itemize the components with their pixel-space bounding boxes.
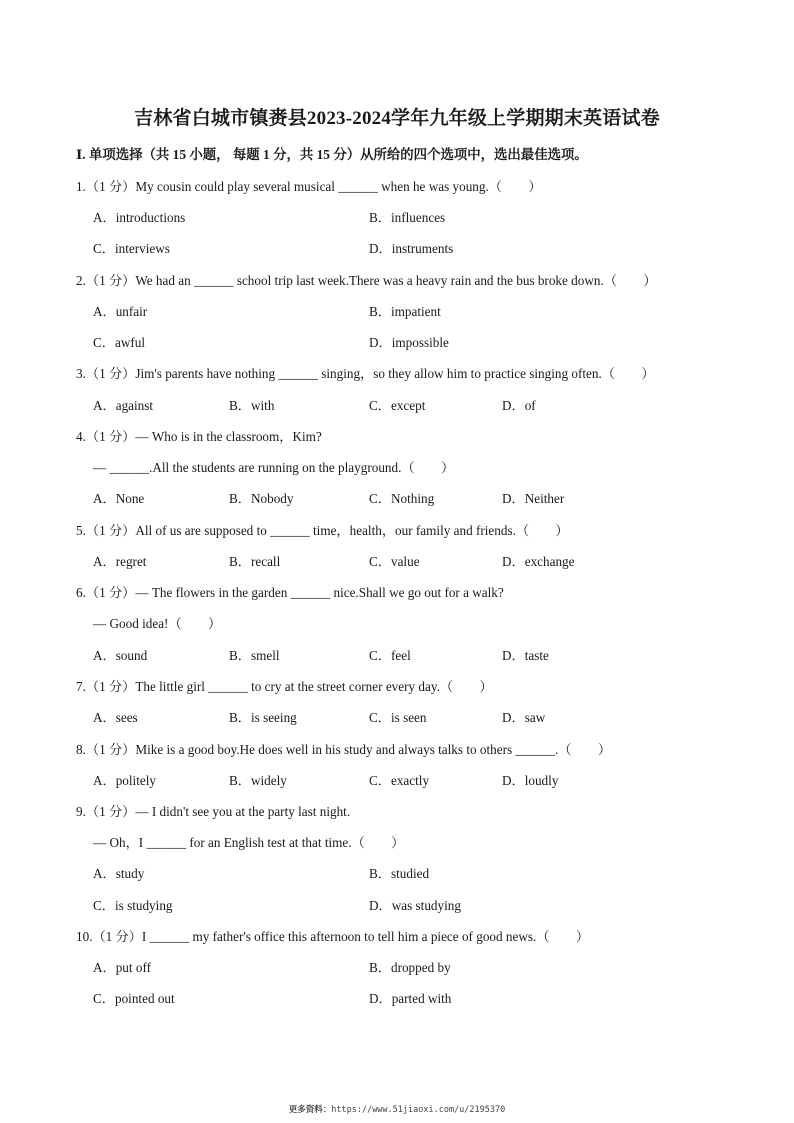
q4-option-d: D．Neither	[502, 491, 565, 506]
q10-option-c: C．pointed out	[93, 991, 175, 1006]
q2-option-a: A．unfair	[93, 304, 148, 319]
question-6-stem: 6.（1 分）— The flowers in the garden ______ nice.Shall we go out for a walk?	[76, 585, 504, 600]
q9-option-d: D．was studying	[369, 898, 461, 913]
question-9-stem-2: — Oh，I ______ for an English test at that time.（ ）	[93, 835, 405, 850]
footer-label: 更多资料：	[288, 1105, 332, 1115]
q9-option-a: A．study	[93, 866, 145, 881]
q10-option-a: A．put off	[93, 960, 151, 975]
q1-option-d: D．instruments	[369, 241, 454, 256]
q3-option-d: D．of	[502, 398, 536, 413]
q5-option-a: A．regret	[93, 554, 147, 569]
q6-option-b: B．smell	[229, 648, 280, 663]
page-title: 吉林省白城市镇赉县2023-2024学年九年级上学期期末英语试卷	[134, 108, 660, 129]
question-3-stem: 3.（1 分）Jim's parents have nothing ______ singing，so they allow him to practice singing often.（ ）	[76, 366, 655, 381]
q1-option-a: A．introductions	[93, 210, 186, 225]
q7-option-d: D．saw	[502, 710, 546, 725]
q5-option-d: D．exchange	[502, 554, 575, 569]
question-10-stem: 10.（1 分）I ______ my father's office this afternoon to tell him a piece of good news.（ ）	[76, 929, 590, 944]
q7-option-a: A．sees	[93, 710, 138, 725]
question-4-stem: 4.（1 分）— Who is in the classroom，Kim?	[76, 429, 322, 444]
q8-option-c: C．exactly	[369, 773, 430, 788]
question-2-stem: 2.（1 分）We had an ______ school trip last week.There was a heavy rain and the bus broke down.（ ）	[76, 273, 657, 288]
question-7-stem: 7.（1 分）The little girl ______ to cry at the street corner every day.（ ）	[76, 679, 493, 694]
q10-option-d: D．parted with	[369, 991, 452, 1006]
question-6-stem-2: — Good idea!（ ）	[93, 616, 222, 631]
q1-option-c: C．interviews	[93, 241, 170, 256]
q8-option-b: B．widely	[229, 773, 287, 788]
q4-option-a: A．None	[93, 491, 145, 506]
q2-option-c: C．awful	[93, 335, 146, 350]
q10-option-b: B．dropped by	[369, 960, 451, 975]
q5-option-b: B．recall	[229, 554, 281, 569]
q4-option-c: C．Nothing	[369, 491, 435, 506]
q1-option-b: B．influences	[369, 210, 446, 225]
q7-option-c: C．is seen	[369, 710, 427, 725]
question-8-stem: 8.（1 分）Mike is a good boy.He does well in his study and always talks to others ______.（ ）	[76, 742, 612, 757]
q3-option-c: C．except	[369, 398, 426, 413]
q2-option-b: B．impatient	[369, 304, 441, 319]
question-1-stem: 1.（1 分）My cousin could play several musical ______ when he was young.（ ）	[76, 179, 542, 194]
section-heading: Ⅰ. 单项选择（共 15 小题， 每题 1 分，共 15 分）从所给的四个选项中，选出最佳选项。	[76, 147, 588, 162]
footer	[0, 1103, 794, 1115]
q6-option-c: C．feel	[369, 648, 411, 663]
q3-option-b: B．with	[229, 398, 275, 413]
q3-option-a: A．against	[93, 398, 154, 413]
question-4-stem-2: — ______.All the students are running on the playground.（ ）	[93, 460, 455, 475]
question-9-stem: 9.（1 分）— I didn't see you at the party last night.	[76, 804, 351, 819]
q7-option-b: B．is seeing	[229, 710, 297, 725]
q4-option-b: B．Nobody	[229, 491, 294, 506]
q8-option-d: D．loudly	[502, 773, 559, 788]
footer-link[interactable]: https://www.51jiaoxi.com/u/2195370	[331, 1105, 506, 1115]
q8-option-a: A．politely	[93, 773, 157, 788]
q9-option-c: C．is studying	[93, 898, 173, 913]
question-5-stem: 5.（1 分）All of us are supposed to ______ time，health，our family and friends.（ ）	[76, 523, 569, 538]
q2-option-d: D．impossible	[369, 335, 449, 350]
q5-option-c: C．value	[369, 554, 420, 569]
q6-option-d: D．taste	[502, 648, 549, 663]
q6-option-a: A．sound	[93, 648, 148, 663]
q9-option-b: B．studied	[369, 866, 430, 881]
